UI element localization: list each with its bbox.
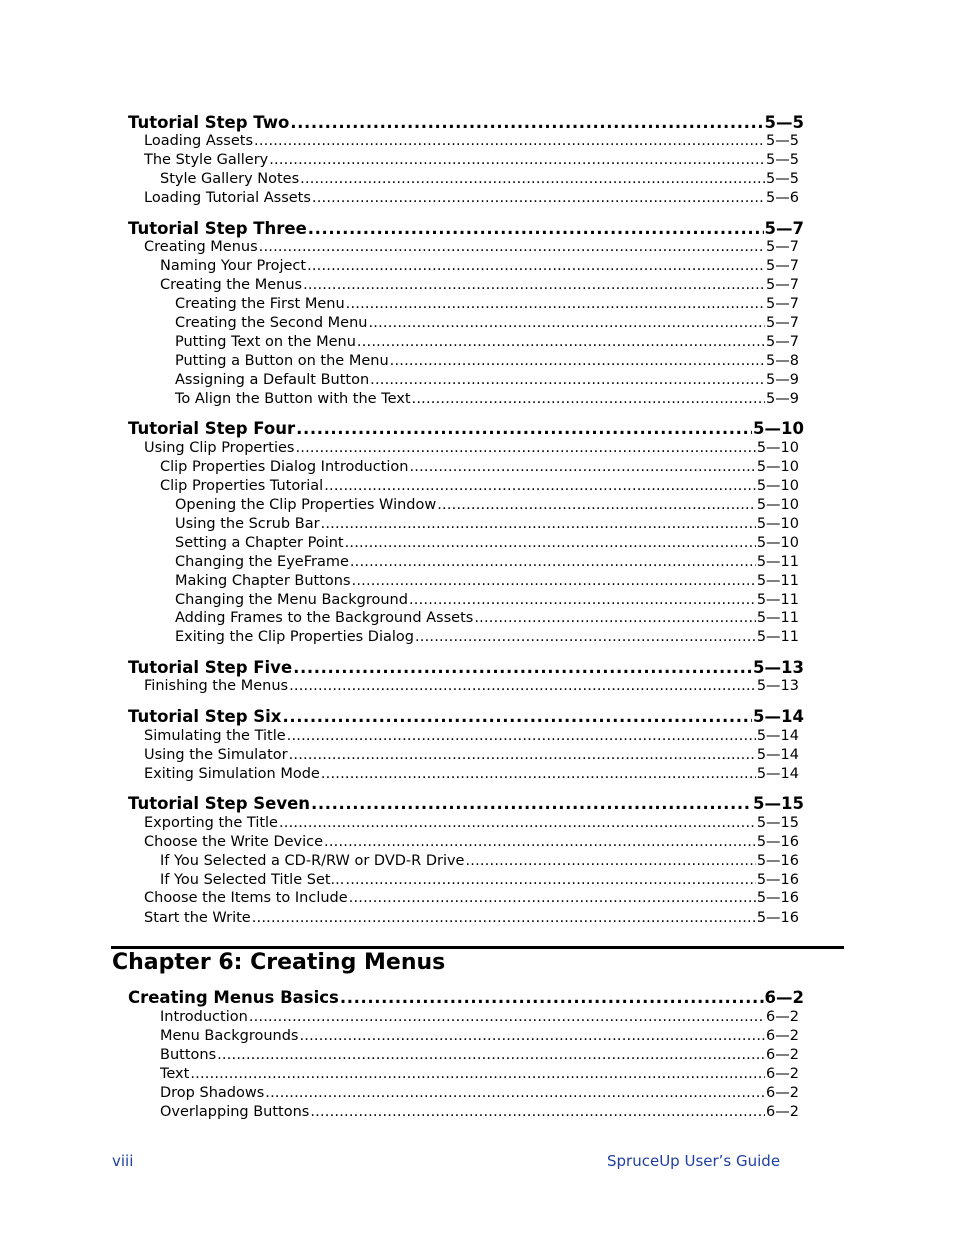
dot-leader xyxy=(217,1047,765,1063)
dot-leader xyxy=(308,219,764,238)
dot-leader xyxy=(269,152,765,168)
toc-entry[interactable] xyxy=(160,258,799,274)
toc-entry-page: 5—16 xyxy=(756,834,799,850)
toc-entry-title: Creating the Second Menu xyxy=(175,315,368,331)
toc-section-heading[interactable] xyxy=(128,658,804,677)
toc-section-heading[interactable] xyxy=(128,988,804,1007)
dot-leader xyxy=(289,747,756,763)
toc-entry[interactable] xyxy=(160,1066,799,1082)
dot-leader xyxy=(474,610,755,626)
toc-entry-title: Loading Assets xyxy=(144,133,254,149)
toc-entry-page: 5—11 xyxy=(756,592,799,608)
dot-leader xyxy=(437,497,756,513)
toc-entry-title: To Align the Button with the Text xyxy=(175,391,411,407)
toc-entry-title: Tutorial Step Six xyxy=(128,707,282,726)
toc-entry-title: Tutorial Step Five xyxy=(128,658,293,677)
dot-leader xyxy=(265,1085,765,1101)
dot-leader xyxy=(252,910,756,926)
toc-entry-title: Tutorial Step Two xyxy=(128,113,290,132)
toc-entry[interactable] xyxy=(160,1028,799,1044)
toc-entry[interactable] xyxy=(175,353,799,369)
dot-leader xyxy=(409,592,756,608)
toc-entry-page: 5—16 xyxy=(756,872,799,888)
toc-entry-page: 5—7 xyxy=(766,296,799,312)
dot-leader xyxy=(190,1066,765,1082)
dot-leader xyxy=(254,133,765,149)
dot-leader xyxy=(289,678,756,694)
toc-entry-page: 5—14 xyxy=(756,747,799,763)
toc-entry-page: 5—7 xyxy=(764,219,804,238)
dot-leader xyxy=(368,315,765,331)
toc-entry-page: 6—2 xyxy=(766,1047,799,1063)
toc-entry[interactable] xyxy=(160,478,799,494)
toc-entry-page: 6—2 xyxy=(766,1104,799,1120)
toc-entry[interactable] xyxy=(144,910,799,926)
toc-entry-title: Changing the Menu Background xyxy=(175,592,408,608)
toc-entry[interactable] xyxy=(144,190,799,206)
toc-entry-title: Naming Your Project xyxy=(160,258,307,274)
dot-leader xyxy=(349,890,756,906)
toc-entry-page: 5—5 xyxy=(766,171,799,187)
toc-entry-title: If You Selected Title Set... xyxy=(160,872,345,888)
toc-entry-page: 5—11 xyxy=(756,573,799,589)
toc-section-heading[interactable] xyxy=(128,419,804,438)
toc-entry-page: 5—9 xyxy=(766,372,799,388)
toc-entry-title: Buttons xyxy=(160,1047,217,1063)
toc-entry-title: Finishing the Menus xyxy=(144,678,289,694)
toc-entry[interactable] xyxy=(144,133,799,149)
toc-entry[interactable] xyxy=(160,1085,799,1101)
toc-entry-page: 5—5 xyxy=(766,152,799,168)
toc-entry[interactable] xyxy=(144,766,799,782)
dot-leader xyxy=(312,190,765,206)
dot-leader xyxy=(352,573,756,589)
toc-entry[interactable] xyxy=(144,890,799,906)
toc-entry-page: 5—11 xyxy=(756,629,799,645)
chapter-divider xyxy=(111,946,844,949)
toc-entry-page: 5—14 xyxy=(753,707,804,726)
dot-leader xyxy=(311,794,752,813)
toc-entry-title: Creating the Menus xyxy=(160,277,303,293)
toc-entry[interactable] xyxy=(160,459,799,475)
toc-entry-title: Menu Backgrounds xyxy=(160,1028,299,1044)
toc-entry-title: Putting Text on the Menu xyxy=(175,334,356,350)
toc-entry-page: 5—10 xyxy=(756,440,799,456)
toc-entry-page: 5—14 xyxy=(756,766,799,782)
toc-entry-page: 5—10 xyxy=(753,419,804,438)
dot-leader xyxy=(409,459,755,475)
toc-entry-title: If You Selected a CD-R/RW or DVD-R Drive xyxy=(160,853,465,869)
toc-entry[interactable] xyxy=(144,239,799,255)
dot-leader xyxy=(310,1104,765,1120)
toc-entry-title: Choose the Write Device xyxy=(144,834,324,850)
toc-entry-page: 6—2 xyxy=(764,988,804,1007)
dot-leader xyxy=(324,478,756,494)
toc-entry[interactable] xyxy=(175,372,799,388)
toc-entry-title: Using the Simulator xyxy=(144,747,288,763)
toc-entry[interactable] xyxy=(160,277,799,293)
toc-entry-page: 6—2 xyxy=(766,1085,799,1101)
toc-entry-page: 5—7 xyxy=(766,277,799,293)
toc-entry-page: 5—7 xyxy=(766,334,799,350)
toc-entry-title: Using Clip Properties xyxy=(144,440,295,456)
chapter-title: Chapter 6: Creating Menus xyxy=(112,950,446,975)
toc-entry-title: Changing the EyeFrame xyxy=(175,554,349,570)
toc-entry-title: Exporting the Title xyxy=(144,815,278,831)
toc-entry[interactable] xyxy=(144,678,799,694)
dot-leader xyxy=(303,277,765,293)
toc-entry-page: 5—10 xyxy=(756,459,799,475)
toc-entry-title: Exiting Simulation Mode xyxy=(144,766,320,782)
toc-entry[interactable] xyxy=(175,573,799,589)
toc-entry-title: Creating Menus xyxy=(144,239,258,255)
dot-leader xyxy=(324,834,756,850)
toc-entry-title: Opening the Clip Properties Window xyxy=(175,497,437,513)
dot-leader xyxy=(321,766,756,782)
toc-entry-page: 5—7 xyxy=(766,315,799,331)
dot-leader xyxy=(307,258,765,274)
toc-entry-title: Overlapping Buttons xyxy=(160,1104,310,1120)
toc-entry-title: The Style Gallery xyxy=(144,152,269,168)
toc-entry[interactable] xyxy=(175,391,799,407)
dot-leader xyxy=(259,239,765,255)
toc-entry-title: Assigning a Default Button xyxy=(175,372,370,388)
toc-entry-page: 5—16 xyxy=(756,853,799,869)
toc-entry-title: Style Gallery Notes xyxy=(160,171,300,187)
toc-entry[interactable] xyxy=(160,872,799,888)
dot-leader xyxy=(340,988,764,1007)
toc-entry[interactable] xyxy=(144,440,799,456)
toc-entry-title: Tutorial Step Seven xyxy=(128,794,311,813)
toc-entry[interactable] xyxy=(175,334,799,350)
toc-entry[interactable] xyxy=(175,296,799,312)
toc-entry-page: 5—11 xyxy=(756,554,799,570)
dot-leader xyxy=(465,853,755,869)
dot-leader xyxy=(321,516,756,532)
toc-entry-title: Making Chapter Buttons xyxy=(175,573,351,589)
toc-entry[interactable] xyxy=(144,815,799,831)
toc-entry-page: 6—2 xyxy=(766,1066,799,1082)
dot-leader xyxy=(346,296,765,312)
toc-entry-page: 5—16 xyxy=(756,890,799,906)
toc-entry[interactable] xyxy=(144,728,799,744)
toc-entry[interactable] xyxy=(175,315,799,331)
toc-entry-page: 5—7 xyxy=(766,258,799,274)
toc-entry-page: 5—15 xyxy=(753,794,804,813)
toc-entry-page: 5—9 xyxy=(766,391,799,407)
dot-leader xyxy=(350,554,756,570)
toc-entry-title: Using the Scrub Bar xyxy=(175,516,320,532)
toc-entry[interactable] xyxy=(175,497,799,513)
dot-leader xyxy=(370,372,765,388)
toc-entry-title: Tutorial Step Three xyxy=(128,219,307,238)
toc-entry-page: 5—5 xyxy=(766,133,799,149)
toc-section-heading[interactable] xyxy=(128,794,804,813)
toc-entry-page: 6—2 xyxy=(766,1009,799,1025)
dot-leader xyxy=(295,440,755,456)
dot-leader xyxy=(412,391,766,407)
toc-entry[interactable] xyxy=(175,516,799,532)
toc-entry-page: 5—16 xyxy=(756,910,799,926)
dot-leader xyxy=(345,535,756,551)
toc-entry-title: Simulating the Title xyxy=(144,728,286,744)
dot-leader xyxy=(345,872,755,888)
toc-entry[interactable] xyxy=(175,629,799,645)
toc-entry[interactable] xyxy=(144,152,799,168)
toc-entry-page: 5—13 xyxy=(753,658,804,677)
toc-entry-title: Tutorial Step Four xyxy=(128,419,296,438)
toc-entry-title: Start the Write xyxy=(144,910,251,926)
toc-entry-title: Loading Tutorial Assets xyxy=(144,190,311,206)
toc-entry-title: Creating the First Menu xyxy=(175,296,345,312)
dot-leader xyxy=(279,815,756,831)
toc-entry-title: Adding Frames to the Background Assets xyxy=(175,610,474,626)
toc-section-heading[interactable] xyxy=(128,707,804,726)
toc-entry-title: Setting a Chapter Point xyxy=(175,535,344,551)
dot-leader xyxy=(357,334,765,350)
toc-entry-page: 5—11 xyxy=(756,610,799,626)
dot-leader xyxy=(249,1009,765,1025)
toc-entry-title: Choose the Items to Include xyxy=(144,890,348,906)
toc-entry-title: Clip Properties Dialog Introduction xyxy=(160,459,409,475)
dot-leader xyxy=(415,629,756,645)
dot-leader xyxy=(282,707,752,726)
toc-entry-page: 5—5 xyxy=(764,113,804,132)
dot-leader xyxy=(290,113,763,132)
toc-entry[interactable] xyxy=(160,1104,799,1120)
dot-leader xyxy=(293,658,752,677)
toc-entry-page: 5—7 xyxy=(766,239,799,255)
toc-entry[interactable] xyxy=(175,535,799,551)
toc-entry-title: Creating Menus Basics xyxy=(128,988,339,1007)
toc-entry-page: 5—14 xyxy=(756,728,799,744)
toc-entry-title: Text xyxy=(160,1066,190,1082)
dot-leader xyxy=(296,419,752,438)
dot-leader xyxy=(300,171,765,187)
toc-entry-title: Drop Shadows xyxy=(160,1085,265,1101)
toc-entry-page: 5—10 xyxy=(756,497,799,513)
dot-leader xyxy=(299,1028,765,1044)
toc-entry-page: 5—10 xyxy=(756,478,799,494)
toc-entry-page: 5—10 xyxy=(756,516,799,532)
toc-entry-title: Putting a Button on the Menu xyxy=(175,353,389,369)
toc-entry[interactable] xyxy=(175,592,799,608)
toc-entry-page: 6—2 xyxy=(766,1028,799,1044)
toc-entry[interactable] xyxy=(160,171,799,187)
toc-entry-page: 5—15 xyxy=(756,815,799,831)
toc-entry-page: 5—13 xyxy=(756,678,799,694)
toc-entry[interactable] xyxy=(144,747,799,763)
dot-leader xyxy=(390,353,765,369)
toc-entry-page: 5—10 xyxy=(756,535,799,551)
toc-entry-page: 5—8 xyxy=(766,353,799,369)
toc-entry[interactable] xyxy=(175,554,799,570)
toc-entry-page: 5—6 xyxy=(766,190,799,206)
toc-entry-title: Exiting the Clip Properties Dialog xyxy=(175,629,414,645)
toc-section-heading[interactable] xyxy=(128,219,804,238)
toc-entry-title: Clip Properties Tutorial xyxy=(160,478,324,494)
toc-section-heading[interactable] xyxy=(128,113,804,132)
toc-entry[interactable] xyxy=(175,610,799,626)
toc-entry[interactable] xyxy=(144,834,799,850)
toc-entry-title: Introduction xyxy=(160,1009,248,1025)
toc-entry[interactable] xyxy=(160,1009,799,1025)
footer-page-number: viii xyxy=(112,1152,134,1170)
footer-book-title: SpruceUp User’s Guide xyxy=(607,1152,781,1170)
toc-entry[interactable] xyxy=(160,853,799,869)
dot-leader xyxy=(287,728,756,744)
toc-entry[interactable] xyxy=(160,1047,799,1063)
